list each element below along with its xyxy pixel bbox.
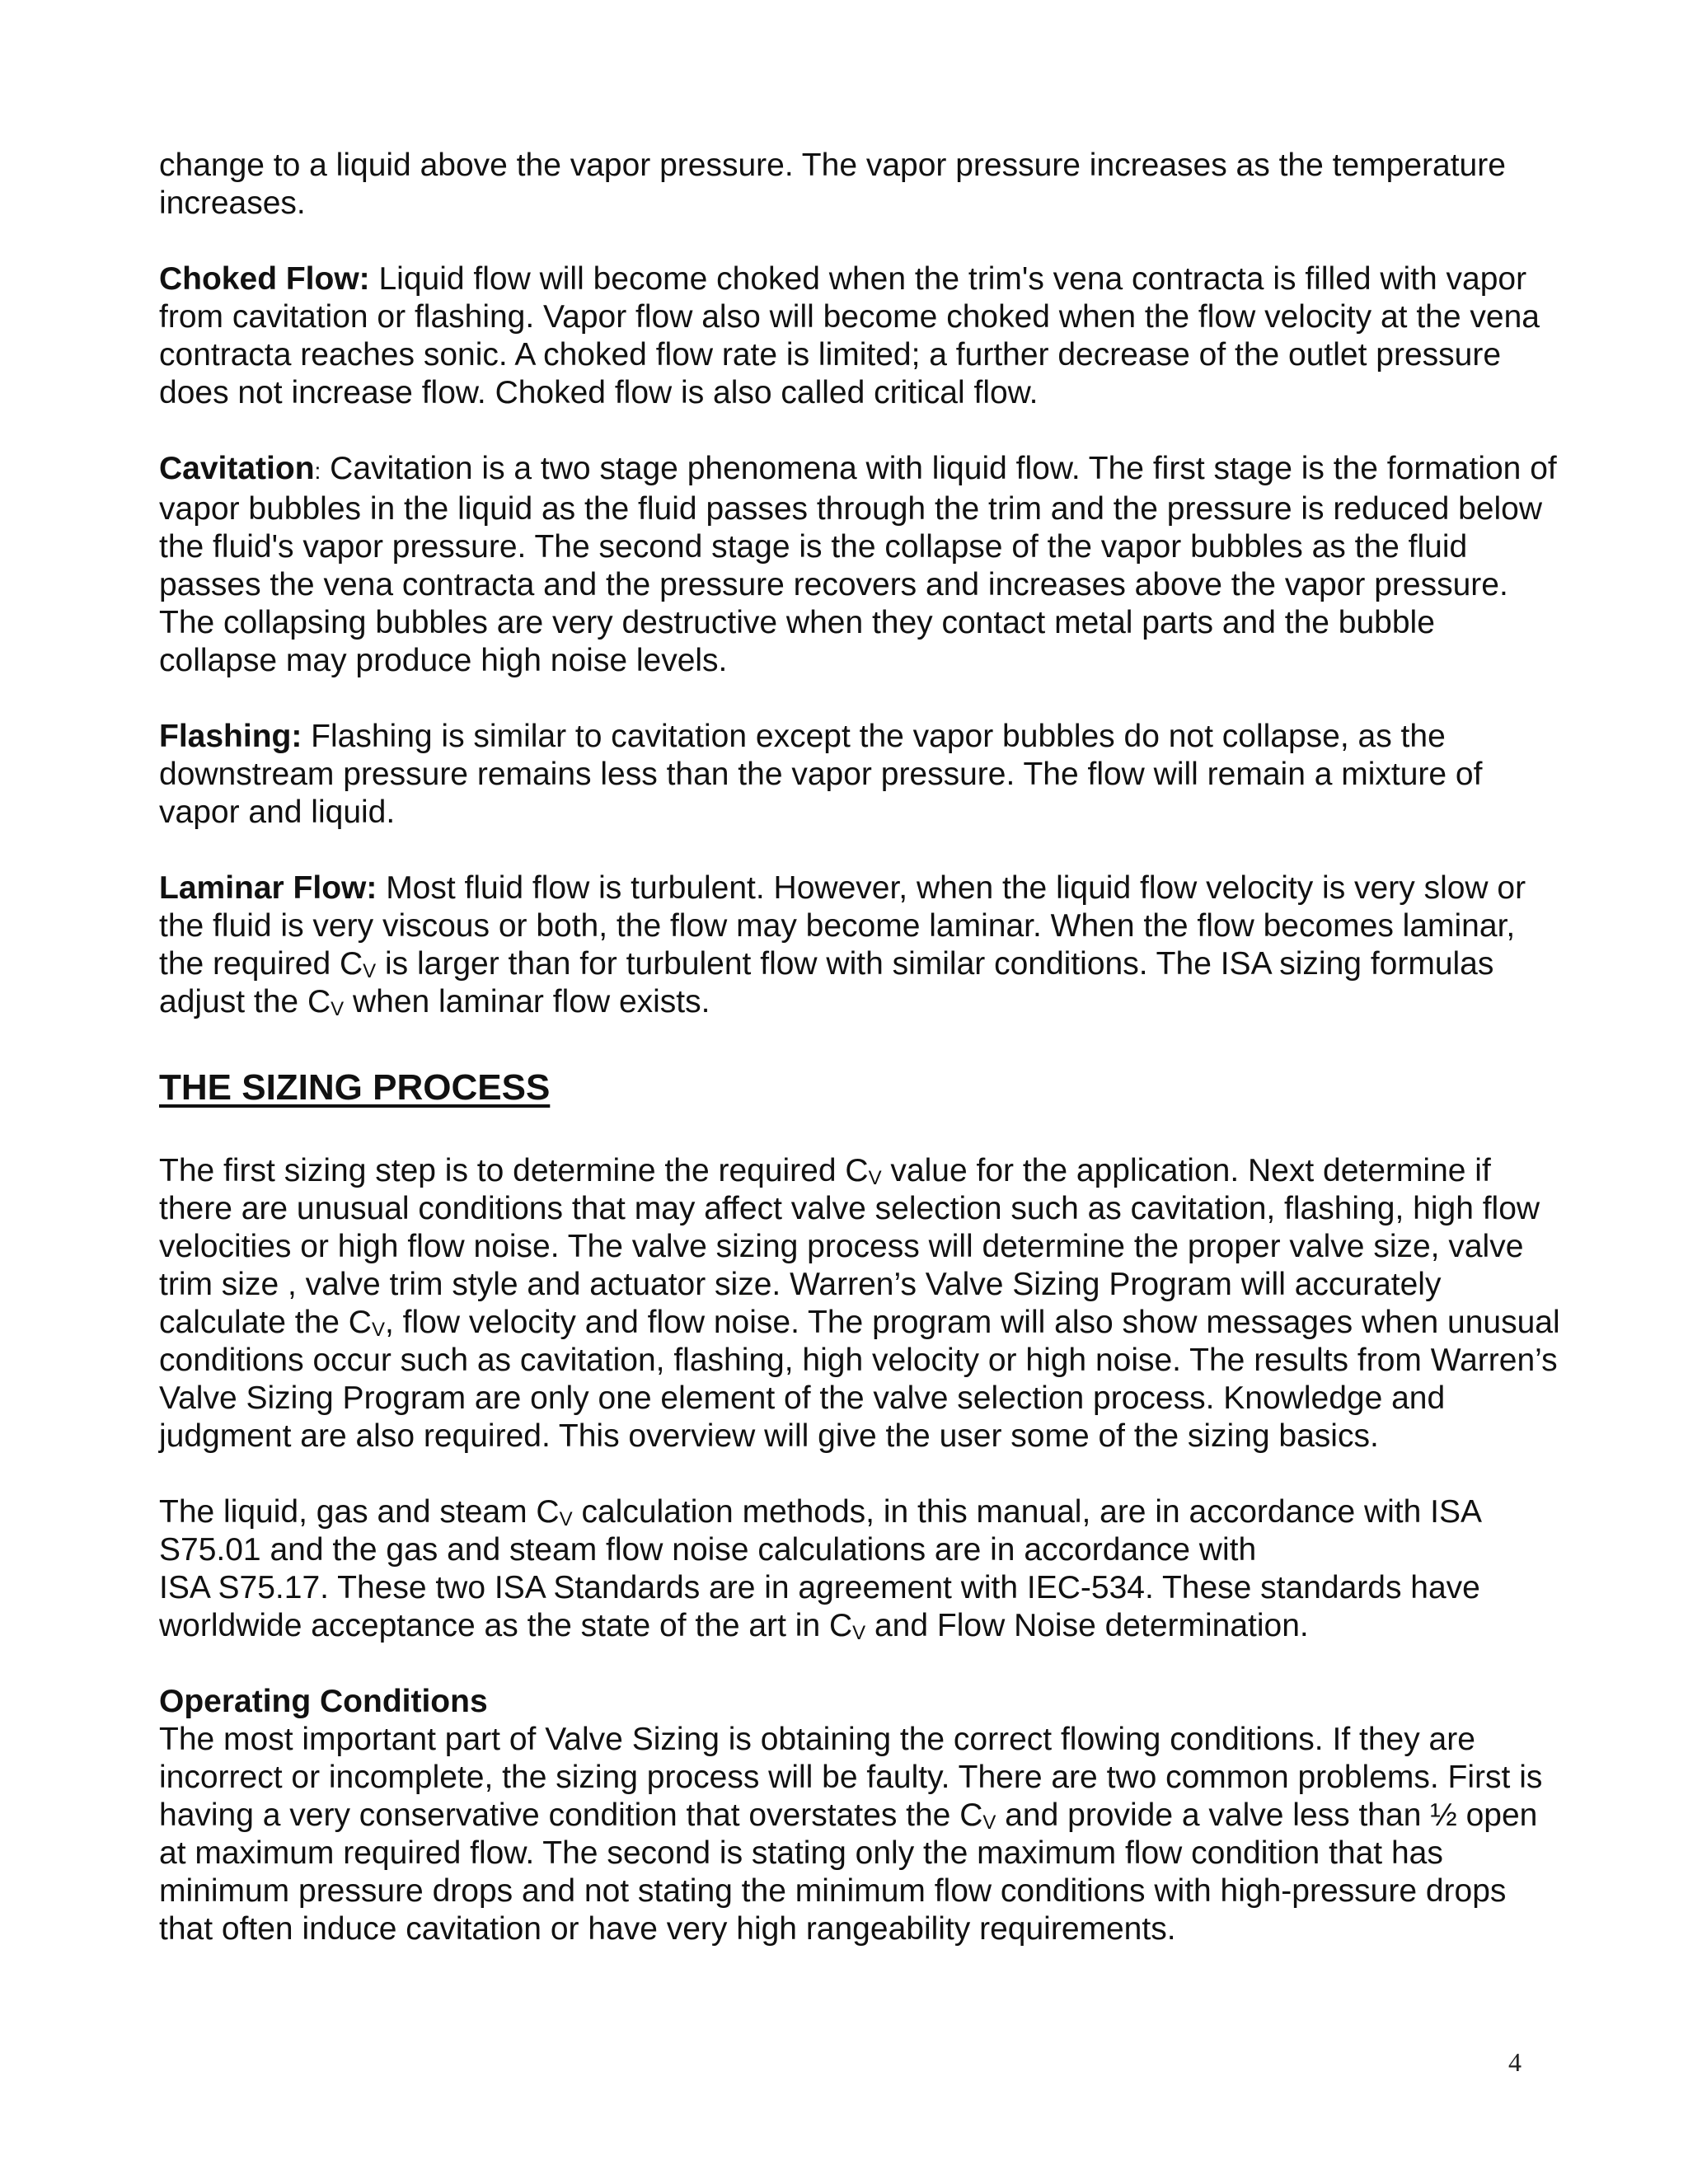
- laminar-flow-paragraph: [159, 869, 1560, 1021]
- operating-conditions-paragraph: [159, 1683, 1560, 1948]
- sizing-process-section: [159, 1152, 1560, 1948]
- cavitation-term: Cavitation: [159, 451, 315, 486]
- cavitation-paragraph: [159, 450, 1560, 680]
- intro-text: change to a liquid above the vapor pressure. The vapor pressure increases as the temperature increases.: [159, 148, 1506, 221]
- cv-subscript: V: [331, 998, 345, 1020]
- choked-flow-term: Choked Flow:: [159, 261, 370, 297]
- operating-text-2: and provide a valve less than ½ open at maximum required flow. The second is stating only the maximum flow condition that has minimum pressure drops and not stating the minimum flow conditions with high-pressure drops that often induce cavitation or have very high rangeability requirements.: [159, 1797, 1538, 1947]
- operating-conditions-heading: Operating Conditions: [159, 1684, 488, 1719]
- sizing-p2-text-3: ISA S75.17. These two ISA Standards are in agreement with IEC-534. These standards have worldwide acceptance as the state of the art in C: [159, 1570, 1480, 1643]
- sizing-paragraph-2: [159, 1493, 1560, 1645]
- sizing-p1-text-1: The first sizing step is to determine the required C: [159, 1153, 869, 1188]
- page-number: 4: [1508, 2047, 1522, 2077]
- laminar-text-2: is larger than for turbulent flow with similar conditions. The ISA sizing formulas adjust the C: [159, 946, 1494, 1019]
- laminar-text-3: when laminar flow exists.: [344, 984, 710, 1019]
- cv-subscript: V: [371, 1319, 385, 1341]
- operating-text-1: The most important part of Valve Sizing is obtaining the correct flowing conditions. If they are incorrect or incomplete, the sizing process will be faulty. There are two common problems. First is having a very conservative condition that overstates the C: [159, 1722, 1543, 1833]
- cv-subscript: V: [982, 1811, 996, 1834]
- cavitation-colon: :: [314, 458, 321, 484]
- sizing-p2-text-4: and Flow Noise determination.: [865, 1608, 1309, 1643]
- cv-subscript: V: [363, 960, 377, 982]
- sizing-process-heading: THE SIZING PROCESS: [159, 1067, 551, 1108]
- sizing-p2-text-1: The liquid, gas and steam C: [159, 1494, 560, 1530]
- intro-paragraph: [159, 147, 1560, 223]
- cavitation-text: Cavitation is a two stage phenomena with liquid flow. The first stage is the formation of vapor bubbles in the liquid as the fluid passes through the trim and the pressure is reduced below the fluid's vapor pressure. The second stage is the collapse of the vapor bubbles as the fluid passes the vena contracta and the pressure recovers and increases above the vapor pressure. The collapsing bubbles are very destructive when they contact metal parts and the bubble collapse may produce high noise levels.: [159, 451, 1557, 678]
- definitions-section: [159, 147, 1560, 1021]
- flashing-text: Flashing is similar to cavitation except the vapor bubbles do not collapse, as the downstream pressure remains less than the vapor pressure. The flow will remain a mixture of vapor and liquid.: [159, 719, 1483, 830]
- choked-flow-paragraph: [159, 260, 1560, 412]
- choked-flow-text: Liquid flow will become choked when the trim's vena contracta is filled with vapor from cavitation or flashing. Vapor flow also will become choked when the flow velocity at the vena contracta reaches sonic. A choked flow rate is limited; a further decrease of the outlet pressure does not increase flow. Choked flow is also called critical flow.: [159, 261, 1540, 410]
- sizing-p1-text-3: , flow velocity and flow noise. The program will also show messages when unusual conditions occur such as cavitation, flashing, high velocity or high noise. The results from Warren’s Valve Sizing Program are only one element of the valve selection process. Knowledge and judgment are also required. This overview will give the user some of the sizing basics.: [159, 1305, 1560, 1454]
- sizing-paragraph-1: [159, 1152, 1560, 1455]
- cv-subscript: V: [852, 1622, 866, 1644]
- cv-subscript: V: [868, 1167, 882, 1189]
- flashing-term: Flashing:: [159, 719, 302, 754]
- laminar-flow-term: Laminar Flow:: [159, 870, 377, 906]
- cv-subscript: V: [559, 1508, 573, 1530]
- sizing-p1-text-2: value for the application. Next determine if there are unusual conditions that may affect valve selection such as cavitation, flashing, high flow velocities or high flow noise. The valve sizing process will determine the proper valve size, valve trim size , valve trim style and actuator size. Warren’s Valve Sizing Program will accurately calculate the C: [159, 1153, 1540, 1340]
- laminar-text-1: Most fluid flow is turbulent. However, when the liquid flow velocity is very slow or the fluid is very viscous or both, the flow may become laminar. When the flow becomes laminar, the required C: [159, 870, 1526, 982]
- flashing-paragraph: [159, 718, 1560, 832]
- sizing-p2-text-2: calculation methods, in this manual, are in accordance with ISA S75.01 and the gas and steam flow noise calculations are in accordance with: [159, 1494, 1480, 1568]
